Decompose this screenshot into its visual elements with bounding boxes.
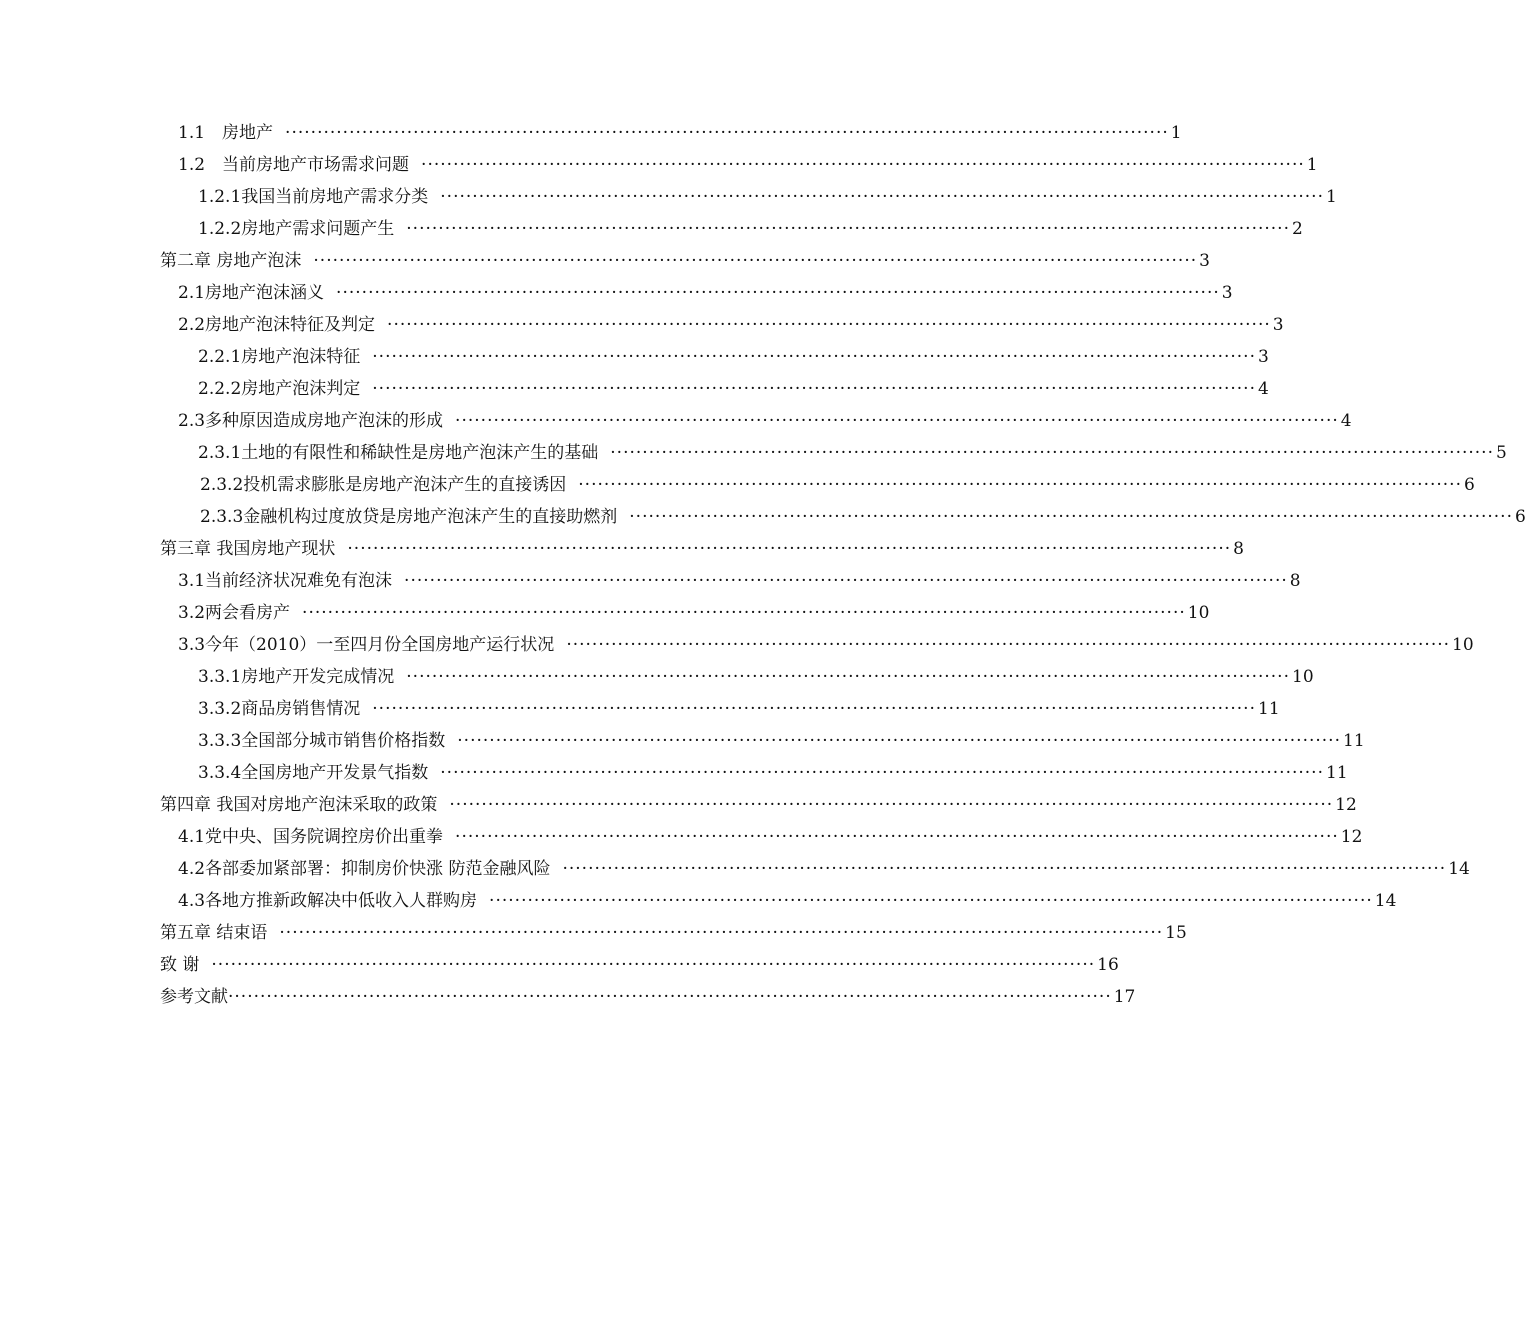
toc-dot-leader: ·········································································································································· (211, 955, 1096, 975)
toc-entry (198, 214, 1303, 242)
toc-page-number: 6 (1515, 507, 1526, 527)
toc-entry-label: 3.3.3全国部分城市销售价格指数 (198, 731, 446, 751)
toc-entry-label: 4.3各地方推新政解决中低收入人群购房 (178, 891, 478, 911)
toc-entry (198, 182, 1337, 210)
toc-dot-leader: ·········································································································································· (279, 923, 1164, 943)
toc-dot-leader: ·········································································································································· (302, 603, 1186, 623)
toc-page-number: 2 (1292, 219, 1303, 239)
toc-dot-leader: ·········································································································································· (566, 635, 1451, 655)
toc-entry-label: 2.2.2房地产泡沫判定 (198, 379, 361, 399)
toc-dot-leader: ·········································································································································· (578, 475, 1462, 495)
toc-dot-leader: ·········································································································································· (336, 283, 1220, 303)
toc-dot-leader: ·········································································································································· (406, 667, 1290, 687)
toc-entry (178, 118, 1182, 146)
toc-entry (160, 534, 1244, 562)
toc-entry-label: 3.1当前经济状况难免有泡沫 (178, 571, 393, 591)
toc-page-number: 3 (1258, 347, 1269, 367)
toc-entry-label: 第三章 我国房地产现状 (160, 539, 336, 559)
toc-page-number: 4 (1340, 411, 1352, 431)
toc-dot-leader: ·········································································································································· (457, 731, 1341, 751)
toc-entry (178, 854, 1470, 882)
toc-page-number: 11 (1326, 763, 1348, 783)
toc-entry (200, 502, 1526, 530)
toc-entry (198, 758, 1348, 786)
toc-dot-leader: ·········································································································································· (406, 219, 1290, 239)
toc-entry-label: 3.3.2商品房销售情况 (198, 699, 361, 719)
toc-page-number: 8 (1233, 539, 1244, 559)
toc-dot-leader: ·········································································································································· (285, 123, 1169, 143)
toc-entry (200, 470, 1475, 498)
toc-entry (198, 662, 1314, 690)
toc-entry (178, 406, 1352, 434)
toc-dot-leader: ·········································································································································· (421, 155, 1305, 175)
toc-page-number: 4 (1258, 379, 1269, 399)
toc-dot-leader: ·········································································································································· (440, 763, 1324, 783)
toc-entry (160, 950, 1119, 978)
toc-dot-leader: ·········································································································································· (313, 251, 1198, 271)
toc-entry-label: 2.3.3金融机构过度放贷是房地产泡沫产生的直接助燃剂 (200, 507, 618, 527)
toc-entry-label: 1.2.1我国当前房地产需求分类 (198, 187, 429, 207)
toc-page-number: 10 (1292, 667, 1314, 687)
toc-entry-label: 2.3多种原因造成房地产泡沫的形成 (178, 411, 444, 431)
toc-page-number: 6 (1464, 475, 1475, 495)
toc-entry (178, 598, 1210, 626)
toc-page-number: 11 (1258, 699, 1280, 719)
toc-entry (198, 694, 1280, 722)
toc-dot-leader: ·········································································································································· (629, 507, 1513, 527)
toc-entry-label: 2.3.1土地的有限性和稀缺性是房地产泡沫产生的基础 (198, 443, 599, 463)
toc-entry-label: 2.2房地产泡沫特征及判定 (178, 315, 376, 335)
toc-entry-label: 4.1党中央、国务院调控房价出重拳 (178, 827, 444, 847)
toc-dot-leader: ·········································································································································· (449, 795, 1334, 815)
toc-entry (160, 246, 1210, 274)
toc-page-number: 12 (1340, 827, 1363, 847)
toc-page-number: 12 (1335, 795, 1357, 815)
toc-dot-leader: ·········································································································································· (404, 571, 1288, 591)
toc-entry-label: 第五章 结束语 (160, 923, 268, 943)
toc-entry-label: 第二章 房地产泡沫 (160, 251, 302, 271)
toc-page-number: 1 (1326, 187, 1337, 207)
toc-entry-label: 2.1房地产泡沫涵义 (178, 283, 325, 303)
toc-page-number: 1 (1306, 155, 1318, 175)
toc-dot-leader: ·········································································································································· (228, 987, 1112, 1007)
toc-entry (198, 374, 1269, 402)
toc-entry-label: 致 谢 (160, 955, 200, 975)
toc-page-number: 16 (1097, 955, 1119, 975)
toc-entry (178, 310, 1284, 338)
toc-entry-label: 3.3.1房地产开发完成情况 (198, 667, 395, 687)
toc-entry-label: 1.1 房地产 (178, 123, 274, 143)
toc-page-number: 5 (1496, 443, 1507, 463)
toc-entry (178, 278, 1233, 306)
toc-entry (178, 630, 1474, 658)
toc-dot-leader: ·········································································································································· (347, 539, 1232, 559)
toc-page-number: 14 (1374, 891, 1397, 911)
toc-dot-leader: ·········································································································································· (372, 347, 1256, 367)
toc-page-number: 3 (1221, 283, 1233, 303)
toc-entry (178, 150, 1318, 178)
toc-entry (160, 982, 1136, 1010)
toc-dot-leader: ·········································································································································· (372, 699, 1256, 719)
toc-entry-label: 参考文献 (160, 987, 228, 1007)
toc-page-number: 3 (1199, 251, 1210, 271)
toc-page-number: 17 (1113, 987, 1136, 1007)
toc-entry-label: 2.3.2投机需求膨胀是房地产泡沫产生的直接诱因 (200, 475, 567, 495)
toc-dot-leader: ·········································································································································· (372, 379, 1256, 399)
toc-entry-label: 3.3.4全国房地产开发景气指数 (198, 763, 429, 783)
toc-page-number: 14 (1448, 859, 1470, 879)
toc-entry-label: 1.2.2房地产需求问题产生 (198, 219, 395, 239)
toc-dot-leader: ·········································································································································· (455, 827, 1339, 847)
toc-entry-label: 第四章 我国对房地产泡沫采取的政策 (160, 795, 438, 815)
toc-entry-label: 3.2两会看房产 (178, 603, 291, 623)
toc-page-number: 3 (1272, 315, 1284, 335)
toc-entry-label: 2.2.1房地产泡沫特征 (198, 347, 361, 367)
toc-page-number: 8 (1289, 571, 1301, 591)
toc-entry-label: 1.2 当前房地产市场需求问题 (178, 155, 410, 175)
toc-dot-leader: ·········································································································································· (610, 443, 1494, 463)
toc-entry (160, 790, 1357, 818)
toc-dot-leader: ·········································································································································· (455, 411, 1339, 431)
toc-entry (178, 886, 1397, 914)
toc-entry (198, 726, 1365, 754)
toc-page-number: 10 (1452, 635, 1474, 655)
toc-page-number: 1 (1170, 123, 1182, 143)
toc-entry-label: 4.2各部委加紧部署：抑制房价快涨 防范金融风险 (178, 859, 551, 879)
toc-entry (178, 566, 1301, 594)
toc-page-number: 11 (1343, 731, 1365, 751)
toc-dot-leader: ·········································································································································· (387, 315, 1271, 335)
toc-entry (160, 918, 1187, 946)
toc-entry (178, 822, 1363, 850)
toc-entry-label: 3.3今年（2010）一至四月份全国房地产运行状况 (178, 635, 555, 655)
toc-page-number: 10 (1187, 603, 1210, 623)
toc-dot-leader: ·········································································································································· (489, 891, 1373, 911)
toc-entry (198, 342, 1269, 370)
toc-page-number: 15 (1165, 923, 1187, 943)
toc-dot-leader: ·········································································································································· (562, 859, 1447, 879)
toc-dot-leader: ·········································································································································· (440, 187, 1324, 207)
toc-entry (198, 438, 1507, 466)
